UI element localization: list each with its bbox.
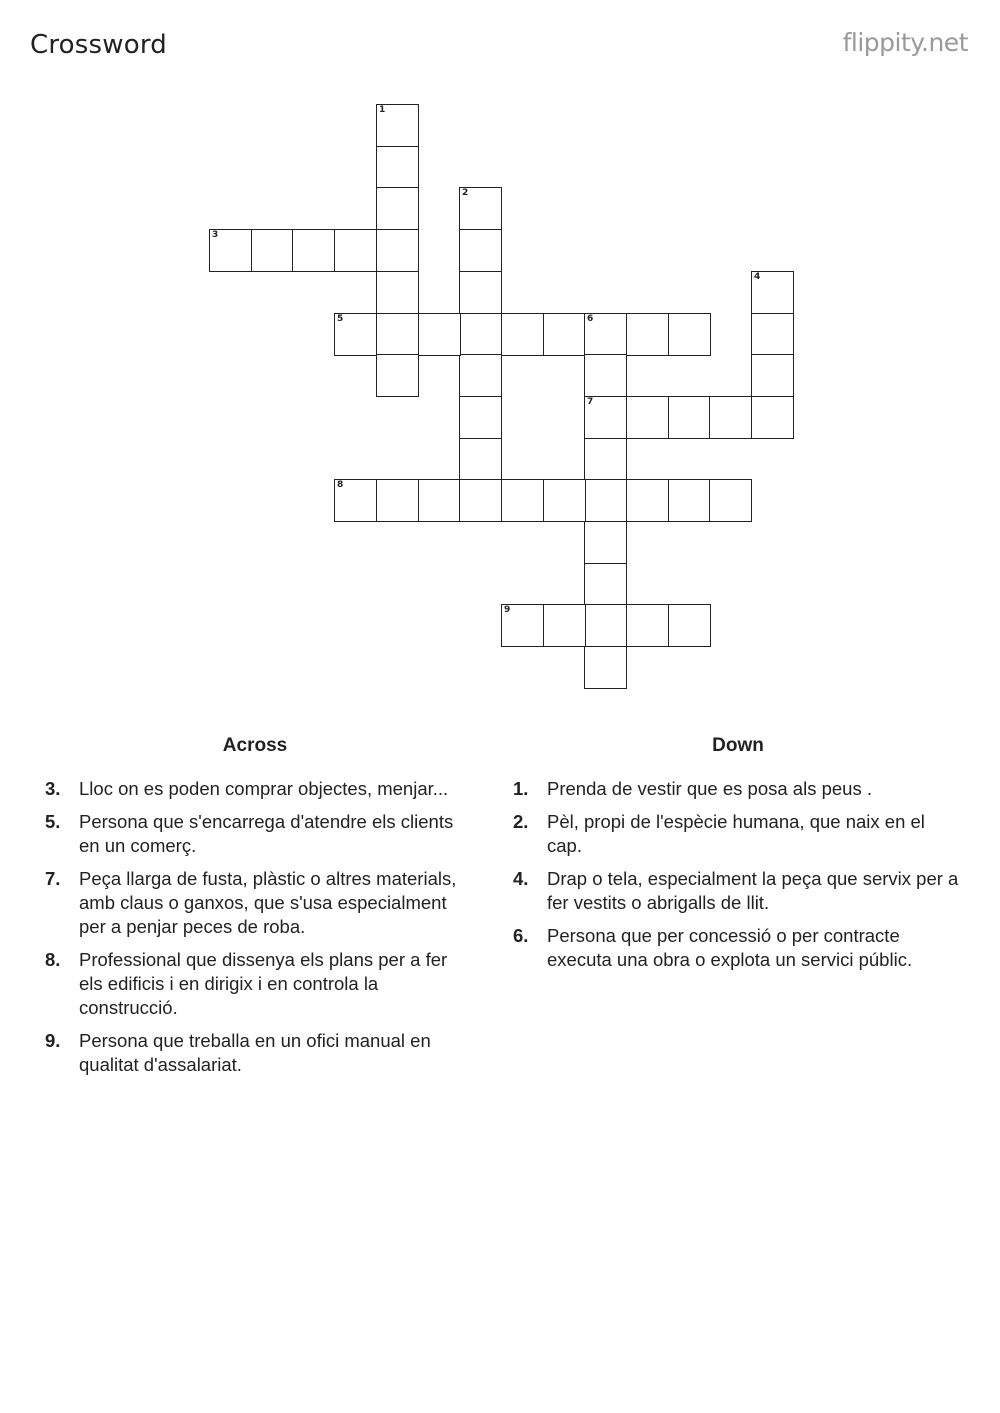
clue-item xyxy=(513,810,963,858)
grid-cell[interactable] xyxy=(376,271,419,314)
cell-number: 5 xyxy=(337,314,344,324)
clue-number: 3. xyxy=(45,778,61,799)
down-clues xyxy=(513,735,963,981)
clue-number: 4. xyxy=(513,868,529,889)
grid-cell[interactable] xyxy=(751,313,794,356)
clue-number: 8. xyxy=(45,949,61,970)
crossword-grid xyxy=(0,0,1000,700)
grid-cell[interactable] xyxy=(459,187,502,230)
grid-cell[interactable] xyxy=(459,354,502,397)
grid-cell[interactable] xyxy=(584,354,627,397)
grid-cell[interactable] xyxy=(376,229,419,272)
across-heading: Across xyxy=(222,735,288,756)
grid-cell[interactable] xyxy=(376,146,419,189)
grid-cell[interactable] xyxy=(584,438,627,481)
grid-cell[interactable] xyxy=(334,229,377,272)
grid-cell[interactable] xyxy=(376,187,419,230)
clue-text: Persona que s'encarrega d'atendre els clients en un comerç. xyxy=(79,811,454,856)
clue-item xyxy=(45,867,465,939)
cell-number: 9 xyxy=(504,605,511,615)
page-title: Crossword xyxy=(30,30,167,60)
clue-item xyxy=(45,777,465,801)
cell-number: 4 xyxy=(754,272,761,282)
grid-cell[interactable] xyxy=(334,479,377,522)
cell-number: 6 xyxy=(587,314,594,324)
grid-cell[interactable] xyxy=(209,229,252,272)
clue-text: Pèl, propi de l'espècie humana, que naix en el cap. xyxy=(547,811,925,856)
down-heading: Down xyxy=(712,735,764,756)
grid-cell[interactable] xyxy=(626,604,669,647)
grid-cell[interactable] xyxy=(584,479,627,522)
clue-number: 6. xyxy=(513,925,529,946)
clue-number: 9. xyxy=(45,1030,61,1051)
grid-cell[interactable] xyxy=(418,479,461,522)
grid-cell[interactable] xyxy=(668,313,711,356)
grid-cell[interactable] xyxy=(751,396,794,439)
grid-cell[interactable] xyxy=(751,271,794,314)
clue-text: Persona que treballa en un ofici manual en qualitat d'assalariat. xyxy=(79,1030,431,1075)
cell-number: 8 xyxy=(337,480,344,490)
grid-cell[interactable] xyxy=(334,313,377,356)
grid-cell[interactable] xyxy=(501,313,544,356)
grid-cell[interactable] xyxy=(584,396,627,439)
grid-cell[interactable] xyxy=(626,479,669,522)
grid-cell[interactable] xyxy=(751,354,794,397)
clue-text: Drap o tela, especialment la peça que servix per a fer vestits o abrigalls de llit. xyxy=(547,868,959,913)
grid-cell[interactable] xyxy=(543,313,586,356)
grid-cell[interactable] xyxy=(459,271,502,314)
clue-number: 1. xyxy=(513,778,529,799)
grid-cell[interactable] xyxy=(668,604,711,647)
grid-cell[interactable] xyxy=(584,521,627,564)
grid-cell[interactable] xyxy=(459,479,502,522)
grid-cell[interactable] xyxy=(501,604,544,647)
clue-text: Professional que dissenya els plans per a fer els edificis i en dirigix i en controla la construcció. xyxy=(79,949,448,1018)
clue-item xyxy=(45,810,465,858)
clue-item xyxy=(513,777,963,801)
grid-cell[interactable] xyxy=(251,229,294,272)
clue-text: Lloc on es poden comprar objectes, menjar... xyxy=(79,778,449,799)
brand-logo: flippity.net xyxy=(842,28,968,57)
grid-cell[interactable] xyxy=(668,396,711,439)
clue-item xyxy=(45,948,465,1020)
grid-cell[interactable] xyxy=(459,313,502,356)
grid-cell[interactable] xyxy=(376,104,419,147)
cell-number: 3 xyxy=(212,230,219,240)
grid-cell[interactable] xyxy=(292,229,335,272)
grid-cell[interactable] xyxy=(584,563,627,606)
grid-cell[interactable] xyxy=(459,396,502,439)
clue-item xyxy=(513,867,963,915)
grid-cell[interactable] xyxy=(376,479,419,522)
cell-number: 2 xyxy=(462,188,469,198)
across-clues xyxy=(45,735,465,1086)
clue-text: Peça llarga de fusta, plàstic o altres materials, amb claus o ganxos, que s'usa especialment per a penjar peces de roba. xyxy=(79,868,457,937)
grid-cell[interactable] xyxy=(668,479,711,522)
cell-number: 1 xyxy=(379,105,386,115)
grid-cell[interactable] xyxy=(626,396,669,439)
grid-cell[interactable] xyxy=(626,313,669,356)
clue-number: 2. xyxy=(513,811,529,832)
grid-cell[interactable] xyxy=(709,479,752,522)
clue-text: Persona que per concessió o per contracte executa una obra o explota un servici públic. xyxy=(547,925,913,970)
clue-text: Prenda de vestir que es posa als peus . xyxy=(547,778,872,799)
clue-number: 5. xyxy=(45,811,61,832)
clue-item xyxy=(45,1029,465,1077)
grid-cell[interactable] xyxy=(459,229,502,272)
clue-item xyxy=(513,924,963,972)
grid-cell[interactable] xyxy=(584,604,627,647)
grid-cell[interactable] xyxy=(501,479,544,522)
clue-number: 7. xyxy=(45,868,61,889)
cell-number: 7 xyxy=(587,397,594,407)
grid-cell[interactable] xyxy=(376,354,419,397)
grid-cell[interactable] xyxy=(584,313,627,356)
grid-cell[interactable] xyxy=(543,479,586,522)
grid-cell[interactable] xyxy=(709,396,752,439)
grid-cell[interactable] xyxy=(459,438,502,481)
grid-cell[interactable] xyxy=(584,646,627,689)
grid-cell[interactable] xyxy=(543,604,586,647)
grid-cell[interactable] xyxy=(376,313,419,356)
grid-cell[interactable] xyxy=(418,313,461,356)
